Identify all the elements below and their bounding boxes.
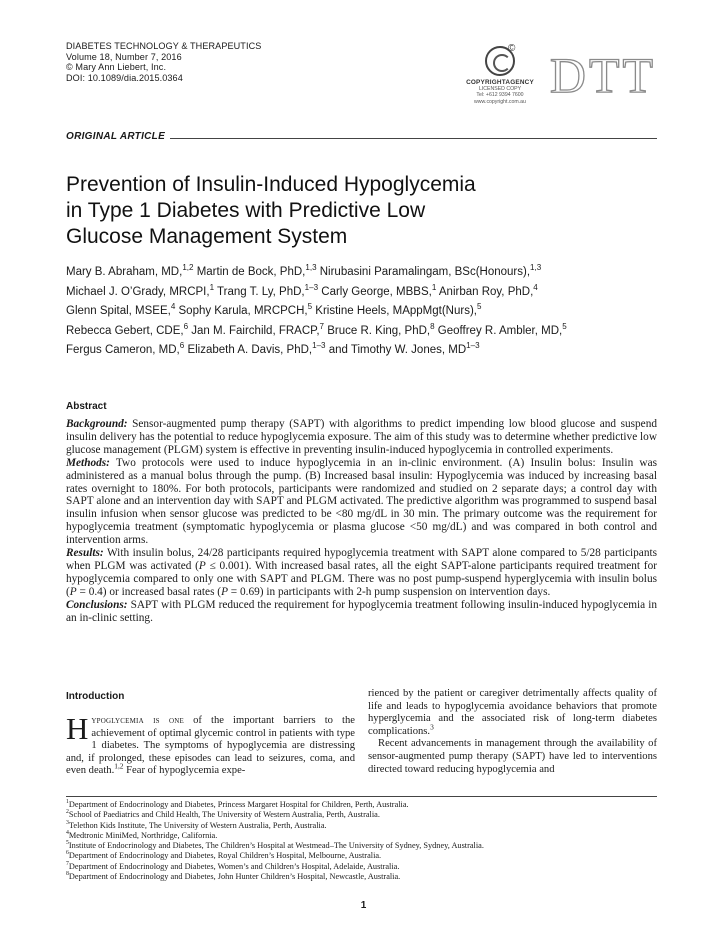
- introduction-paragraph: [368, 738, 657, 776]
- affiliation-text: Department of Endocrinology and Diabetes, Royal Children’s Hospital, Melbourne, Australia.: [68, 851, 382, 861]
- page-number: 1: [360, 900, 367, 911]
- p-value-symbol: P: [198, 559, 206, 572]
- author-affiliation: 7: [319, 321, 325, 331]
- author-affiliation: 1,3: [530, 263, 542, 273]
- license-line-1: LICENSED COPY: [478, 86, 522, 92]
- journal-copyright: © Mary Ann Liebert, Inc.: [66, 62, 167, 73]
- author-name: Martin de Bock, PhD,: [193, 266, 306, 278]
- journal-doi: DOI: 10.1089/dia.2015.0364: [66, 72, 183, 83]
- author-line-1: [66, 263, 658, 283]
- title-line-1: Prevention of Insulin-Induced Hypoglycemia: [66, 173, 476, 196]
- author-name: Bruce R. King, PhD,: [324, 324, 431, 337]
- affiliation-text: Medtronic MiniMed, Northridge, California.: [68, 830, 218, 840]
- author-name: Anirban Roy, PhD,: [436, 285, 534, 298]
- affiliation: [66, 862, 657, 872]
- conclusions-text: SAPT with PLGM reduced the requirement for hypoglycemia treatment following insulin-induced hypoglycemia in an in-clinic setting.: [66, 598, 657, 624]
- affiliation: [66, 872, 657, 882]
- author-name: Nirubasini Paramalingam, BSc(Honours),: [316, 266, 531, 278]
- affiliation-number: 8: [66, 871, 69, 878]
- author-affiliation: 4: [533, 282, 538, 292]
- journal-name: DIABETES TECHNOLOGY & THERAPEUTICS: [66, 41, 262, 51]
- results-text: With insulin bolus, 24/28 participants required hypoglycemia treatment with SAPT alone compared to 5/28 participants when PLGM was activated (: [66, 547, 657, 572]
- author-affiliation: 6: [179, 341, 185, 351]
- results-text: = 0.4) or increased basal rates (: [76, 585, 222, 598]
- citation: 1,2: [114, 761, 124, 771]
- background-text: Sensor-augmented pump therapy (SAPT) with algorithms to predict impending low blood glucose and suspend insulin delivery has the potential to reduce hypoglycemia exposure. The aim of this study was to determine whether predictive low glucose management (PLGM) system is effective in preventing insulin-induced hypoglycemia in controlled experiments.: [66, 418, 657, 456]
- author-affiliation: 5: [476, 302, 482, 312]
- background-label: Background:: [66, 418, 128, 430]
- abstract: [66, 418, 657, 625]
- affiliation: [66, 810, 657, 820]
- affiliation-number: 7: [66, 861, 69, 868]
- affiliation: [66, 851, 657, 861]
- conclusions-label: Conclusions:: [66, 598, 128, 611]
- introduction-paragraph: [368, 688, 657, 738]
- affiliation-text: Department of Endocrinology and Diabetes, John Hunter Children’s Hospital, Newcastle, Australia.: [68, 872, 401, 882]
- abstract-methods: [66, 457, 657, 547]
- affiliation-number: 5: [66, 840, 69, 847]
- author-name: and Timothy W. Jones, MD: [325, 344, 467, 357]
- results-text: ≤ 0.001). With increased basal rates, all the eight SAPT-alone participants required treatment for hypoglycemia compared to only one with SAPT and PLGM. There was no post pump-suspend hyperglycemia with insulin bolus (: [66, 559, 657, 598]
- affiliation-number: 4: [66, 830, 69, 837]
- article-title: [66, 172, 626, 250]
- author-list: [66, 263, 658, 361]
- author-affiliation: 1,2: [182, 263, 194, 273]
- author-name: Mary B. Abraham, MD,: [66, 266, 183, 278]
- author-affiliation: 1,3: [305, 263, 317, 273]
- results-text: = 0.69) in participants with 2-h pump suspension on intervention days.: [227, 585, 551, 598]
- author-name: Sophy Karula, MRCPCH,: [175, 305, 308, 318]
- author-affiliation: 5: [307, 302, 313, 312]
- license-line-3: www.copyright.com.au: [474, 98, 526, 105]
- copyright-agency-name: COPYRIGHTAGENCY: [466, 79, 534, 86]
- journal-volume: Volume 18, Number 7, 2016: [66, 51, 182, 62]
- author-name: Michael J. O’Grady, MRCPI,: [66, 285, 210, 298]
- affiliation-text: School of Paediatrics and Child Health, The University of Western Australia, Perth, Australia.: [68, 810, 380, 820]
- introduction-column-1: [66, 711, 355, 778]
- methods-label: Methods:: [66, 456, 110, 469]
- abstract-conclusions: [66, 599, 657, 625]
- affiliation-number: 6: [66, 850, 69, 857]
- affiliation-number: 1: [66, 799, 69, 806]
- journal-logo-text: DTT: [549, 47, 657, 103]
- affiliation-text: Telethon Kids Institute, The University of Western Australia, Perth, Australia.: [68, 820, 327, 830]
- license-line-2: Tel: +612 9394 7600: [476, 92, 524, 99]
- author-affiliation: 8: [430, 321, 435, 331]
- author-name: Glenn Spital, MSEE,: [66, 305, 171, 318]
- journal-info: [66, 41, 261, 83]
- affiliation-number: 3: [66, 819, 69, 826]
- introduction-text: of the important barriers to the achievement of optimal glycemic control in patients with type 1 diabetes. The symptoms of hypoglycemia are distressing and, if prolonged, these episodes can lead to seizures, coma, and even death.: [66, 715, 355, 777]
- author-affiliation: 1–3: [312, 341, 326, 351]
- drop-cap: H: [66, 711, 89, 746]
- copyright-agency-badge: [456, 43, 544, 122]
- introduction-paragraph: [66, 711, 355, 778]
- author-name: Geoffrey R. Ambler, MD,: [434, 324, 563, 337]
- author-name: Fergus Cameron, MD,: [66, 344, 180, 357]
- introduction-text: Recent advancements in management through the availability of sensor-augmented pump therapy (SAPT) have led to interventions directed toward reducing hypoglycemia and: [368, 738, 657, 775]
- affiliation-number: 2: [66, 809, 69, 816]
- methods-text: Two protocols were used to induce hypoglycemia in an in-clinic environment. (A) Insulin bolus: Insulin was administered as a manual bolus through the pump. (B) Increased basal insulin: Hypoglycemia was induced by increasing basal rates overnight to 180%. For both protocols, participants were randomized and studied on 2 separate days; a control day with SAPT alone and an intervention day with SAPT and PLGM activated. The predictive algorithm was programmed to suspend basal insulin infusion when sensor glucose was predicted to be <80 mg/dL in 30 min. The primary outcome was the requirement for hypoglycemia treatment (symptomatic hypoglycemia or plasma glucose <50 mg/dL) and was compared in both control and intervention arms.: [66, 456, 657, 547]
- author-affiliation: 1: [431, 282, 437, 292]
- title-line-2: in Type 1 Diabetes with Predictive Low: [66, 199, 426, 222]
- author-name: Trang T. Ly, PhD,: [214, 285, 305, 298]
- introduction-column-2: [368, 688, 657, 776]
- affiliation: [66, 841, 657, 851]
- journal-logo: [549, 46, 657, 104]
- affiliation-text: Institute of Endocrinology and Diabetes, The Children’s Hospital at Westmead–The University of Sydney, Sydney, Australia.: [68, 841, 484, 851]
- copyright-agency-logo-icon: [485, 46, 515, 76]
- section-divider: [170, 138, 657, 139]
- author-name: Kristine Heels, MAppMgt(Nurs),: [312, 305, 477, 318]
- affiliation: [66, 821, 657, 831]
- author-affiliation: 6: [183, 321, 189, 331]
- citation: 3: [430, 722, 434, 732]
- affiliation: [66, 831, 657, 841]
- author-line-2: [66, 283, 658, 303]
- author-line-5: [66, 341, 658, 361]
- p-value-symbol: P: [221, 585, 228, 598]
- results-label: Results:: [66, 547, 104, 560]
- author-affiliation: 1–3: [466, 341, 480, 351]
- author-name: Jan M. Fairchild, FRACP,: [188, 324, 320, 337]
- author-line-3: [66, 302, 658, 322]
- p-value-symbol: P: [69, 585, 77, 598]
- introduction-heading: Introduction: [66, 691, 125, 702]
- affiliation: [66, 800, 657, 810]
- author-name: Elizabeth A. Davis, PhD,: [184, 344, 313, 357]
- author-affiliation: 5: [562, 321, 567, 331]
- author-name: Rebecca Gebert, CDE,: [66, 324, 184, 337]
- introduction-text: Fear of hypoglycemia expe-: [123, 765, 246, 777]
- author-affiliation: 1: [209, 282, 215, 292]
- affiliations-footnote: [66, 796, 657, 882]
- abstract-results: [66, 547, 657, 599]
- author-affiliation: 1–3: [304, 282, 319, 292]
- copyright-symbol: ©: [508, 43, 516, 54]
- author-name: Carly George, MBBS,: [318, 285, 432, 298]
- lead-in-text: ypoglycemia is one: [91, 715, 185, 726]
- author-line-4: [66, 322, 658, 342]
- affiliation-text: Department of Endocrinology and Diabetes, Women’s and Children’s Hospital, Adelaide, Australia.: [68, 861, 400, 871]
- abstract-heading: Abstract: [66, 401, 107, 412]
- abstract-background: [66, 418, 657, 457]
- author-affiliation: 4: [170, 302, 176, 312]
- section-label: ORIGINAL ARTICLE: [66, 131, 166, 142]
- introduction-text: rienced by the patient or caregiver detrimentally affects quality of life and leads to hypoglycemia avoidance behaviors that promote hyperglycemia and the associated risk of long-term diabetes complications.: [368, 688, 657, 737]
- title-line-3: Glucose Management System: [66, 225, 348, 248]
- affiliation-text: Department of Endocrinology and Diabetes, Princess Margaret Hospital for Children, Perth, Australia.: [68, 800, 409, 809]
